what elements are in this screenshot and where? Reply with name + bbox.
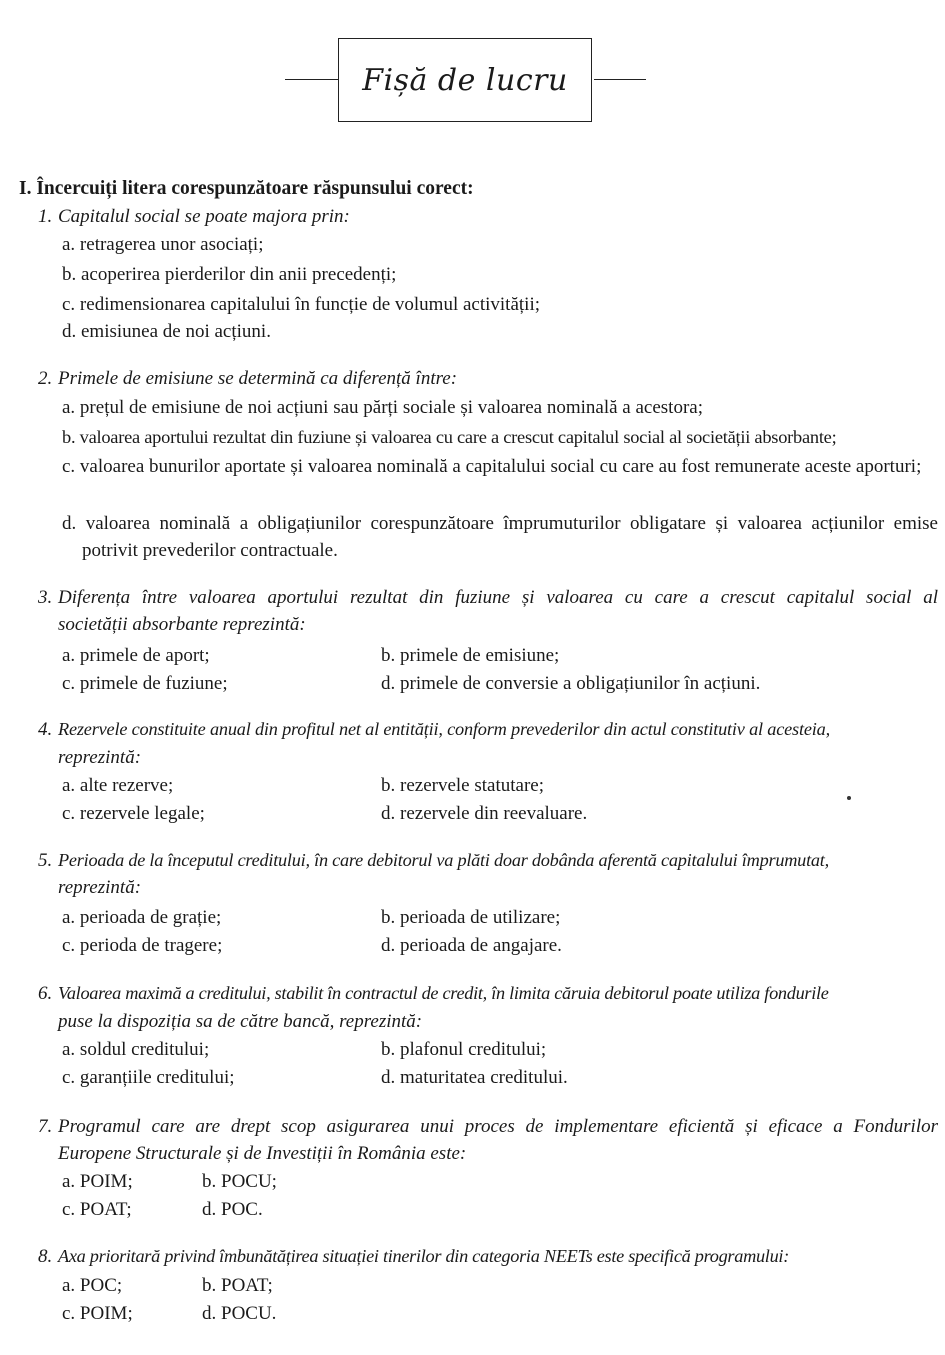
question-number: 2. [38, 368, 53, 389]
question-number: 8. [38, 1246, 53, 1267]
option-a: a. primele de aport; [62, 645, 210, 666]
option-a: a. retragerea unor asociați; [62, 234, 264, 255]
option-b: b. POAT; [202, 1275, 273, 1296]
question-6 [38, 980, 938, 1036]
option-a: a. alte rezerve; [62, 775, 174, 796]
question-text-line-2: reprezintă: [58, 747, 142, 768]
header-rule-left [285, 79, 338, 80]
page-title: Fișă de lucru [362, 62, 568, 98]
question-text-line-1: Valoarea maximă a creditului, stabilit în contractul de credit, în limita căruia debitorul poate utiliza fondurile [58, 983, 829, 1003]
question-text-line-1: Rezervele constituite anual din profitul net al entității, conform prevederilor din actul constitutiv al acesteia, [58, 719, 830, 739]
option-a: a. POIM; [62, 1171, 133, 1192]
question-1 [38, 203, 918, 230]
option-c: c. POIM; [62, 1303, 133, 1324]
option-c: c. POAT; [62, 1199, 132, 1220]
option-a: a. POC; [62, 1275, 123, 1296]
option-d: d. primele de conversie a obligațiunilor în acțiuni. [381, 673, 761, 694]
question-text-line-1: Programul care are drept scop asigurarea unui proces de implementare eficientă și eficace a Fondurilor [58, 1116, 938, 1137]
option-c: c. perioda de tragere; [62, 935, 223, 956]
question-number: 7. [38, 1116, 53, 1137]
option-c: c. garanțiile creditului; [62, 1067, 235, 1088]
question-number: 4. [38, 719, 53, 740]
question-text-line-1: Diferența între valoarea aportului rezultat din fuziune și valoarea cu care a crescut capitalul social al [58, 587, 938, 608]
option-c: c. primele de fuziune; [62, 673, 228, 694]
question-number: 6. [38, 983, 53, 1004]
option-d: d. rezervele din reevaluare. [381, 803, 588, 824]
question-5 [38, 847, 938, 903]
scan-speck [847, 796, 851, 800]
section-heading: I. Încercuiți litera corespunzătoare răspunsului corect: [19, 178, 474, 199]
question-text-line-2: societății absorbante reprezintă: [58, 614, 306, 635]
question-2 [38, 365, 918, 392]
option-b: b. acoperirea pierderilor din anii precedenți; [62, 264, 397, 285]
question-text-line-2: Europene Structurale și de Investiții în România este: [58, 1143, 467, 1164]
question-text-line-2: puse la dispoziția sa de către bancă, reprezintă: [58, 1011, 423, 1032]
question-number: 3. [38, 587, 53, 608]
title-box [338, 38, 592, 122]
option-a: a. prețul de emisiune de noi acțiuni sau părți sociale și valoarea nominală a acestora; [62, 397, 703, 418]
question-7 [38, 1113, 938, 1169]
question-text: Axa prioritară privind îmbunătățirea situației tinerilor din categoria NEETs este specifică programului: [58, 1246, 789, 1266]
option-b: b. plafonul creditului; [381, 1039, 547, 1060]
option-a: a. soldul creditului; [62, 1039, 210, 1060]
question-number: 5. [38, 850, 53, 871]
option-b: b. POCU; [202, 1171, 277, 1192]
question-text: Primele de emisiune se determină ca diferență între: [58, 368, 458, 389]
question-3 [38, 584, 938, 640]
header-rule-right [594, 79, 646, 80]
option-a: a. perioada de grație; [62, 907, 222, 928]
option-d: d. maturitatea creditului. [381, 1067, 568, 1088]
question-number: 1. [38, 206, 53, 227]
question-text: Capitalul social se poate majora prin: [58, 206, 350, 227]
option-d: d. emisiunea de noi acțiuni. [62, 321, 271, 342]
option-c: c. rezervele legale; [62, 803, 205, 824]
option-b: b. valoarea aportului rezultat din fuziune și valoarea cu care a crescut capitalul social al societății absorbante; [62, 427, 837, 447]
question-text-line-1: Perioada de la începutul creditului, în care debitorul va plăti doar dobânda aferentă capitalului împrumutat, [58, 850, 829, 870]
option-d: d. POCU. [202, 1303, 277, 1324]
option-b: b. primele de emisiune; [381, 645, 560, 666]
option-b: b. perioada de utilizare; [381, 907, 561, 928]
question-text-line-2: reprezintă: [58, 877, 142, 898]
option-d: d. valoarea nominală a obligațiunilor corespunzătoare împrumuturilor obligatare și valoarea acțiunilor emise potrivit prevederilor contractuale. [62, 513, 938, 561]
option-c: c. valoarea bunurilor aportate și valoarea nominală a capitalului social cu care au fost remunerate aceste aporturi; [62, 456, 922, 477]
option-d: d. POC. [202, 1199, 263, 1220]
option-c: c. redimensionarea capitalului în funcție de volumul activității; [62, 294, 541, 315]
option-b: b. rezervele statutare; [381, 775, 544, 796]
question-4 [38, 716, 938, 772]
question-8 [38, 1243, 938, 1270]
option-d: d. perioada de angajare. [381, 935, 562, 956]
